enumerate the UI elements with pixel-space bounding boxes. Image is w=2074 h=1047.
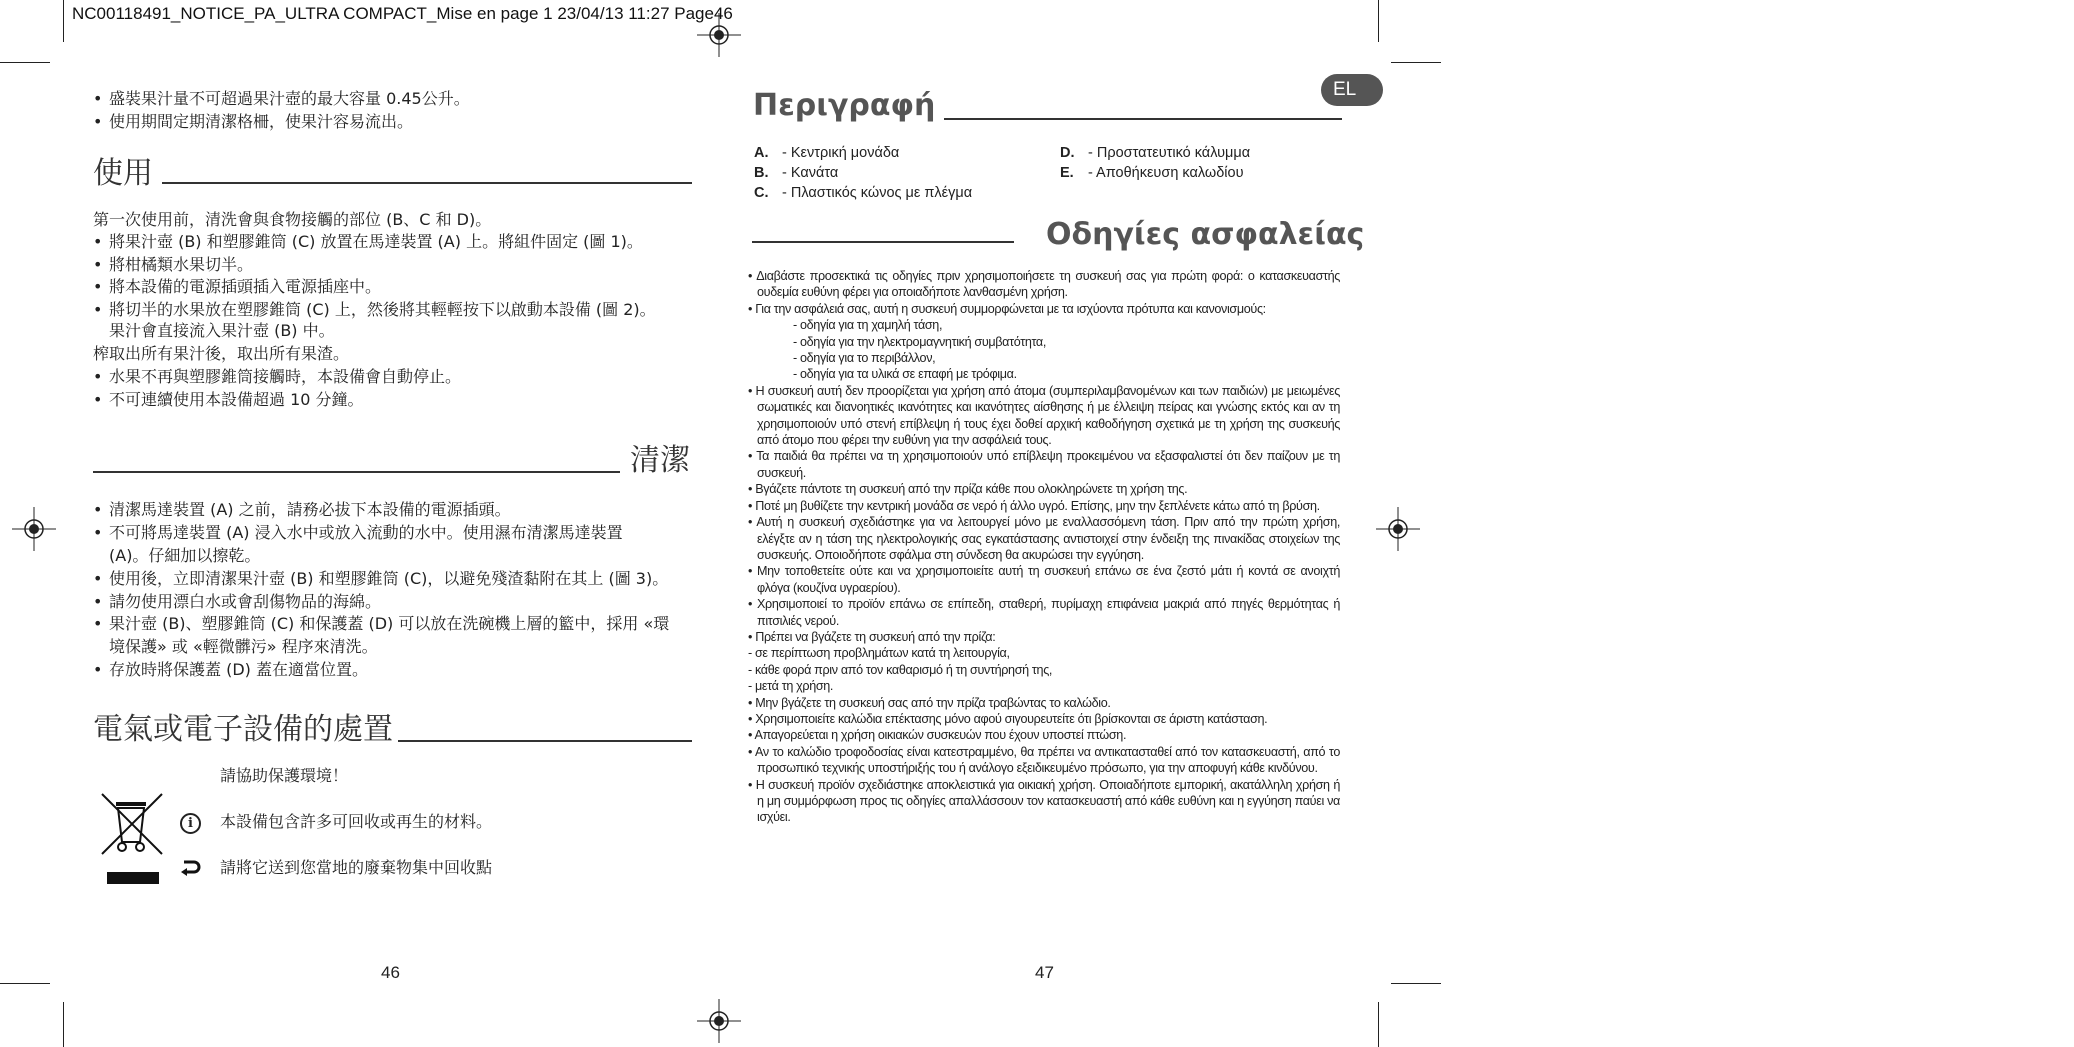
list-item: • 果汁壺 (B)、塑膠錐筒 (C) 和保護蓋 (D) 可以放在洗碗機上層的籃中，採用 «環: [93, 613, 713, 636]
cleaning-title: 清潔: [630, 443, 690, 478]
list-item: • 將切半的水果放在塑膠錐筒 (C) 上，然後將其輕輕按下以啟動本設備 (圖 2)。: [93, 299, 713, 322]
unplug-item: - κάθε φορά πριν από τον καθαρισμό ή τη συντήρησή της,: [748, 662, 1053, 677]
title-rule: [93, 471, 620, 473]
safety-item: • Χρησιμοποιεί το προϊόν επάνω σε επίπεδη, σταθερή, πυρίμαχη επιφάνεια μακριά από πηγές θερμότητας ή πιτσιλιές νερού.: [748, 597, 1340, 628]
safety-item: • Ποτέ μη βυθίζετε την κεντρική μονάδα σε νερό ή άλλο υγρό. Επίσης, μην την ξεπλένετε κάτω από τη βρύση.: [748, 498, 1320, 513]
title-rule: [398, 740, 692, 742]
crop-mark: [63, 0, 64, 42]
directive-item: - οδηγία για τη χαμηλή τάση,: [793, 318, 943, 333]
page-number-left: 46: [381, 963, 400, 982]
cleaning-bullet5-cont: 境保護» 或 «輕微髒污» 程序來清洗。: [109, 637, 378, 656]
crop-mark: [1391, 62, 1441, 63]
safety-item: • Για την ασφάλειά σας, αυτή η συσκευή συμμορφώνεται με τα ισχύοντα πρότυπα και κανονισμούς:: [748, 301, 1266, 316]
protect-environment-text: 請協助保護環境！: [220, 766, 349, 785]
list-item: D. - Προστατευτικό κάλυμμα: [1060, 145, 1251, 161]
crop-mark: [63, 1002, 64, 1047]
list-item: A. - Κεντρική μονάδα: [754, 145, 900, 161]
directive-item: - οδηγία για το περιβάλλον,: [793, 351, 936, 366]
list-item: • 將果汁壺 (B) 和塑膠錐筒 (C) 放置在馬達裝置 (A) 上。將組件固定 (圖 1)。: [93, 231, 713, 254]
safety-item: • Διαβάστε προσεκτικά τις οδηγίες πριν χρησιμοποιήσετε τη συσκευή σας για πρώτη φορά: ο κατασκευαστής ουδεμία ευθύνη φέρει για οποιαδήποτε λανθασμένη χρήση.: [748, 269, 1340, 300]
usage-title: 使用: [93, 156, 153, 191]
list-item: B. - Κανάτα: [754, 165, 839, 181]
cleaning-bullet2-cont: (A)。仔細加以擦乾。: [109, 546, 261, 565]
directive-item: - οδηγία για την ηλεκτρομαγνητική συμβατότητα,: [793, 334, 1046, 349]
list-item: E. - Αποθήκευση καλωδίου: [1060, 165, 1244, 181]
crop-mark: [1378, 1002, 1379, 1047]
usage-bullet4-cont: 果汁會直接流入果汁壺 (B) 中。: [109, 321, 335, 340]
registration-mark-icon: [697, 999, 741, 1043]
list-item: • 存放時將保護蓋 (D) 蓋在適當位置。: [93, 659, 713, 682]
crop-mark: [1378, 0, 1379, 42]
unplug-item: - σε περίπτωση προβλημάτων κατά τη λειτουργία,: [748, 646, 1010, 661]
parts-list-left: [754, 143, 972, 203]
title-rule: [944, 118, 1342, 120]
info-icon: i: [180, 813, 201, 834]
crop-mark: [0, 62, 50, 63]
list-item: • 不可將馬達裝置 (A) 浸入水中或放入流動的水中。使用濕布清潔馬達裝置: [93, 522, 713, 545]
parts-list-right: [1060, 143, 1250, 183]
title-rule: [162, 182, 692, 184]
registration-mark-icon: [12, 507, 56, 551]
cleaning-list: [93, 499, 713, 544]
title-rule: [752, 241, 1014, 243]
cleaning-list-2: [93, 568, 713, 636]
unplug-item: - μετά τη χρήση.: [748, 679, 834, 694]
safety-item: • Τα παιδιά θα πρέπει να τη χρησιμοποιούν υπό επίβλεψη προκειμένου να εξασφαλιστεί ότι δεν παίζουν με τη συσκευή.: [748, 449, 1340, 480]
list-item: • 不可連續使用本設備超過 10 分鐘。: [93, 389, 713, 412]
safety-item: • Μην βγάζετε τη συσκευή σας από την πρίζα τραβώντας το καλώδιο.: [748, 695, 1111, 710]
description-title: Περιγραφή: [753, 88, 936, 123]
crop-mark: [1391, 983, 1441, 984]
list-item: • 請勿使用漂白水或會刮傷物品的海綿。: [93, 591, 713, 614]
usage-intro: 第一次使用前，清洗會與食物接觸的部位 (B、C 和 D)。: [93, 210, 492, 229]
page-number-right: 47: [1035, 963, 1054, 982]
list-item: • 盛裝果汁量不可超過果汁壺的最大容量 0.45公升。: [93, 88, 693, 111]
usage-list-2: [93, 366, 713, 411]
list-item: • 使用後，立即清潔果汁壺 (B) 和塑膠錐筒 (C)，以避免殘渣黏附在其上 (圖 3)。: [93, 568, 713, 591]
collect-text: 請將它送到您當地的廢棄物集中回收點: [220, 858, 493, 877]
return-arrow-icon: [180, 858, 202, 876]
safety-item: • Αυτή η συσκευή σχεδιάστηκε για να λειτουργεί μόνο με εναλλασσόμενη τάση. Πριν από την πρώτη χρήση, ελέγξτε αν η τάση της ηλεκτρολογικής σας εγκατάστασης αντιστοιχεί στην ένδειξη της πινακίδας στοιχείων της συσκευής. Οποιοδήποτε σφάλμα στη σύνδεση θα ακυρώσει την εγγύηση.: [748, 515, 1340, 562]
top-bullet-list: [93, 88, 693, 133]
list-item: • 清潔馬達裝置 (A) 之前，請務必拔下本設備的電源插頭。: [93, 499, 713, 522]
safety-item: • Η συσκευή αυτή δεν προορίζεται για χρήση από άτομα (συμπεριλαμβανομένων και των παιδιών) με μειωμένες σωματικές και διανοητικές ικανότητες και ικανότητες αίσθησης ή με έλλειψη πείρας και γνώσης εκτός και αν τη χρησιμοποιούν υπό στενή επίβλεψη ή τους έχει δοθεί αρχική καθοδήγηση σχετικά με τη χρήση της συσκευής από άτομο που φέρει την ευθύνη για την ασφάλειά τους.: [748, 383, 1340, 448]
list-item: C. - Πλαστικός κώνος με πλέγμα: [754, 185, 973, 201]
list-item: • 將本設備的電源插頭插入電源插座中。: [93, 276, 713, 299]
safety-instructions: [748, 268, 1340, 826]
safety-item: • Χρησιμοποιείτε καλώδια επέκτασης μόνο αφού σιγουρευτείτε ότι βρίσκονται σε άριστη κατάσταση.: [748, 711, 1268, 726]
language-badge: EL: [1321, 74, 1383, 106]
usage-after: 榨取出所有果汁後，取出所有果渣。: [93, 344, 350, 363]
crop-mark: [0, 983, 50, 984]
registration-mark-icon: [697, 13, 741, 57]
safety-item: • Μην τοποθετείτε ούτε και να χρησιμοποιείτε αυτή τη συσκευή επάνω σε ένα ζεστό μάτι ή κοντά σε ανοιχτή φλόγα (κουζίνα υγραερίου).: [748, 564, 1340, 595]
safety-item: • Η συσκευή προϊόν σχεδιάστηκε αποκλειστικά για οικιακή χρήση. Οποιαδήποτε εμπορική, ακατάλληλη χρήση ή η μη συμμόρφωση προς τις οδηγίες απαλλάσσουν τον κατασκευαστή από κάθε ευθύνη και η εγγύηση παύει να ισχύει.: [748, 777, 1340, 825]
safety-title: Οδηγίες ασφαλείας: [1046, 217, 1365, 252]
recycle-text: 本設備包含許多可回收或再生的材料。: [220, 812, 493, 831]
list-item: • 將柑橘類水果切半。: [93, 254, 713, 277]
disposal-title: 電氣或電子設備的處置: [93, 712, 393, 747]
safety-item: • Βγάζετε πάντοτε τη συσκευή από την πρίζα κάθε που ολοκληρώνετε τη χρήση της.: [748, 482, 1188, 497]
weee-crossed-bin-icon: [96, 790, 166, 890]
safety-item: • Απαγορεύεται η χρήση οικιακών συσκευών που έχουν υποστεί πτώση.: [748, 728, 1127, 743]
usage-list: [93, 231, 713, 321]
list-item: • 使用期間定期清潔格柵，使果汁容易流出。: [93, 111, 693, 134]
list-item: • 水果不再與塑膠錐筒接觸時，本設備會自動停止。: [93, 366, 713, 389]
safety-item: • Πρέπει να βγάζετε τη συσκευή από την πρίζα:: [748, 629, 996, 644]
directive-item: - οδηγία για τα υλικά σε επαφή με τρόφιμα.: [793, 367, 1017, 382]
file-header: NC00118491_NOTICE_PA_ULTRA COMPACT_Mise en page 1 23/04/13 11:27 Page46: [72, 4, 733, 23]
safety-item: • Αν το καλώδιο τροφοδοσίας είναι κατεστραμμένο, θα πρέπει να αντικατασταθεί από τον κατασκευαστή, από το προσωπικό τεχνικής υποστήριξής του ή ανάλογο εξειδικευμένο πρόσωπο, για την αποφυγή κάθε κινδύνου.: [748, 744, 1340, 776]
cleaning-list-3: [93, 659, 713, 682]
registration-mark-icon: [1376, 507, 1420, 551]
